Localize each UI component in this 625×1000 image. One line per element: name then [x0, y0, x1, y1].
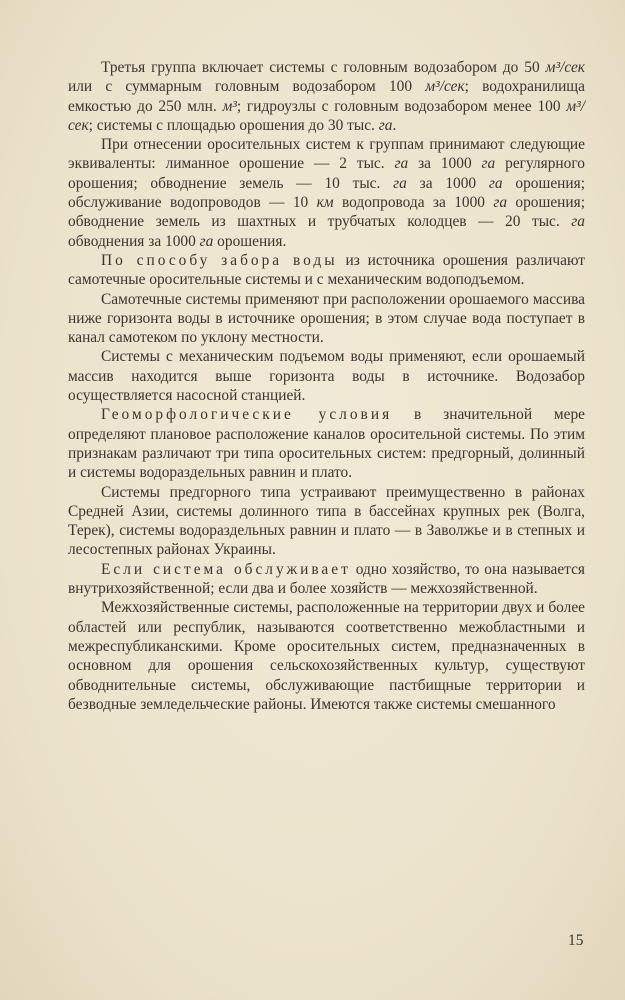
text-run: Межхозяйственные системы, расположенные на территории двух и более областей или республик, называются соответственно межобластными и межреспубликанскими. Кроме оросительных систем, предназначенных в основном для орошения сельскохозяйственных культур, существуют обводнительные системы, обслуживающие пастбищные территории и безводные земледельческие районы. Имеются также системы смешанного: [68, 599, 585, 713]
text-run: или с суммарным головным водозабором 100: [68, 78, 426, 96]
paragraph: [68, 560, 585, 599]
text-run: При отнесении оросительных систем к группам принимают следующие эквиваленты: лиманное орошение — 2 тыс.: [68, 136, 585, 173]
unit-text: га: [393, 174, 407, 192]
paragraph: [68, 58, 585, 135]
text-run: из источника орошения различают самотечные оросительные системы и с механическим водоподъемом.: [68, 251, 586, 289]
unit-text: га: [488, 174, 503, 192]
unit-text: м³/сек: [68, 97, 585, 134]
unit-text: га: [571, 213, 585, 231]
text-run: за 1000: [408, 155, 482, 173]
text-run: в значительной мере определяют плановое расположение каналов оросительной системы. По этим признакам различают три типа оросительных систем: предгорный, долинный и системы водораздельных равнин и плато.: [68, 406, 586, 482]
paragraph: [68, 483, 585, 560]
page-number: 15: [568, 932, 584, 949]
body-text: [68, 58, 585, 714]
text-run: водопровода за 1000: [333, 194, 494, 212]
unit-text: га: [199, 232, 214, 250]
text-run: Системы с механическим подъемом воды применяют, если орошаемый массив находится выше горизонта воды в источнике. Водозабор осуществляется насосной станцией.: [68, 348, 585, 405]
text-run: Третья группа включает системы с головным водозабором до 50: [101, 59, 546, 76]
unit-text: га: [493, 194, 508, 212]
text-run: .: [392, 116, 397, 134]
unit-text: м³/сек: [425, 78, 465, 96]
unit-text: га: [481, 155, 496, 173]
text-run: ; системы с площадью орошения до 30 тыс.: [88, 116, 379, 134]
paragraph: [68, 135, 585, 251]
paragraph: [68, 405, 585, 482]
emphasis-text: Геоморфологические условия: [101, 406, 393, 424]
text-run: ; гидроузлы с головным водозабором менее 100: [236, 97, 567, 115]
unit-text: м³/сек: [545, 59, 585, 76]
paragraph: [68, 251, 585, 290]
text-run: орошения.: [213, 232, 287, 250]
text-run: одно хозяйство, то она называется внутрихозяйственной; если два и более хозяйств — межхозяйственной.: [68, 560, 586, 598]
paragraph: [68, 598, 585, 714]
paragraph: [68, 290, 585, 348]
text-run: за 1000: [406, 174, 489, 192]
text-run: Самотечные системы применяют при расположении орошаемого массива ниже горизонта воды в источнике орошения; в этом случае вода поступает в канал самотеком по уклону местности.: [68, 290, 585, 347]
text-run: орошения; обслуживание водопроводов — 10: [68, 174, 585, 212]
text-run: орошения; обводнение земель из шахтных и трубчатых колодцев — 20 тыс.: [68, 194, 585, 231]
unit-text: га: [378, 116, 393, 134]
unit-text: м³: [222, 97, 237, 115]
paragraph: [68, 347, 585, 405]
emphasis-text: Если система обслуживает: [101, 560, 351, 578]
emphasis-text: По способу забора воды: [101, 251, 338, 269]
text-run: ; водохранилища емкостью до 250 млн.: [68, 78, 585, 115]
text-run: обводнения за 1000: [68, 232, 200, 250]
unit-text: км: [316, 194, 334, 212]
unit-text: га: [394, 155, 409, 173]
text-run: регулярного орошения; обводнение земель — 10 тыс.: [68, 155, 585, 192]
text-run: Системы предгорного типа устраивают преимущественно в районах Средней Азии, системы долинного типа в бассейнах крупных рек (Волга, Терек), системы водораздельных равнин и плато — в Заволжье и в степных и лесостепных районах Украины.: [68, 483, 585, 559]
